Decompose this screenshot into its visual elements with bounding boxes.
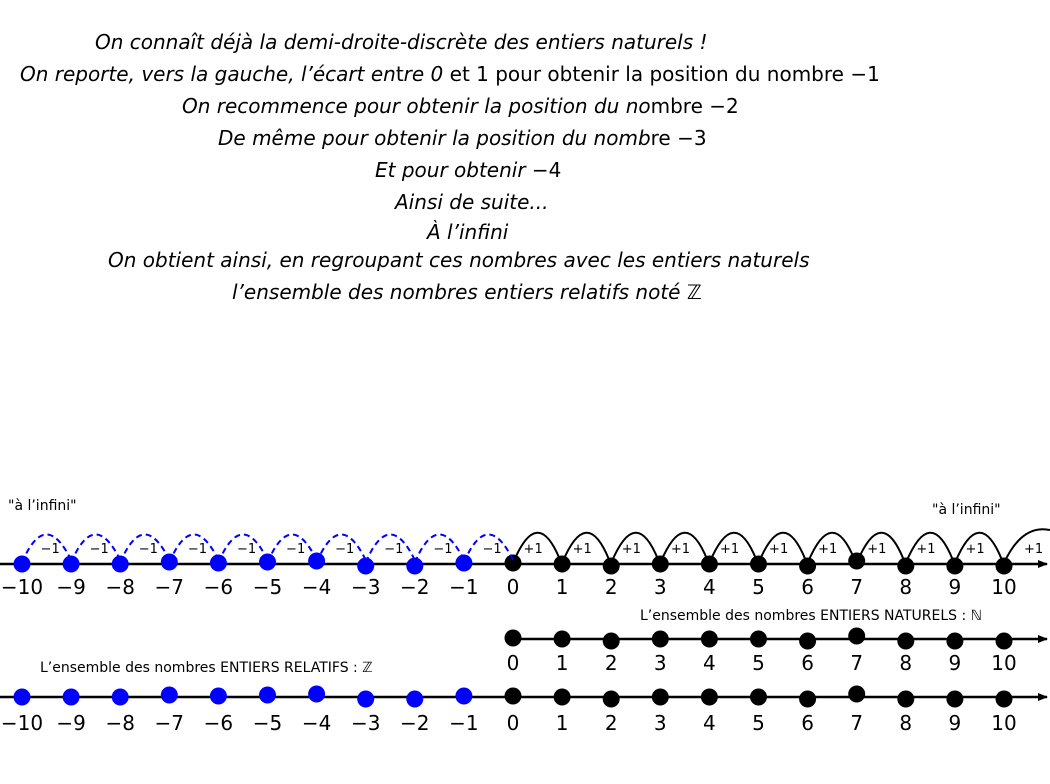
relatives-point bbox=[996, 691, 1013, 708]
relatives-point bbox=[701, 689, 718, 706]
construction-tick-label: 2 bbox=[604, 575, 618, 599]
plus-one-label: +1 bbox=[769, 542, 789, 557]
relatives-number-line bbox=[0, 686, 1047, 736]
construction-tick-label: −1 bbox=[449, 575, 479, 599]
relatives-tick-label: −7 bbox=[154, 711, 185, 735]
plus-one-label: +1 bbox=[867, 542, 887, 557]
naturals-point bbox=[603, 633, 620, 650]
relatives-point bbox=[63, 689, 80, 706]
relatives-point bbox=[455, 688, 472, 705]
construction-tick-label: −3 bbox=[350, 575, 381, 599]
relatives-point bbox=[946, 691, 963, 708]
relatives-point bbox=[406, 691, 423, 708]
plus-one-label: +1 bbox=[818, 542, 838, 557]
construction-tick-label: 10 bbox=[991, 575, 1017, 599]
naturals-title: L’ensemble des nombres ENTIERS NATURELS : ℕ bbox=[640, 608, 982, 624]
construction-tick-label: −4 bbox=[301, 575, 332, 599]
relatives-point bbox=[897, 691, 914, 708]
construction-tick-label: 3 bbox=[653, 575, 667, 599]
relatives-tick-label: 3 bbox=[653, 711, 667, 735]
minus-one-label: −1 bbox=[482, 542, 502, 557]
minus-one-label: −1 bbox=[286, 542, 306, 557]
construction-point bbox=[701, 556, 718, 573]
naturals-tick-label: 10 bbox=[991, 651, 1017, 675]
construction-tick-label: −5 bbox=[252, 575, 283, 599]
construction-point bbox=[652, 556, 669, 573]
naturals-tick-label: 3 bbox=[653, 651, 667, 675]
relatives-tick-label: 9 bbox=[948, 711, 962, 735]
intro-line-9: l’ensemble des nombres entiers relatifs noté ℤ bbox=[232, 280, 702, 304]
intro-line-7: À l’infini bbox=[427, 220, 509, 244]
plus-one-label: +1 bbox=[670, 542, 691, 557]
minus-one-label: −1 bbox=[433, 542, 453, 557]
construction-point bbox=[603, 558, 620, 575]
naturals-tick-label: 6 bbox=[801, 651, 814, 675]
naturals-point bbox=[750, 631, 767, 648]
relatives-title: L’ensemble des nombres ENTIERS RELATIFS : ℤ bbox=[40, 660, 373, 676]
minus-one-label: −1 bbox=[236, 542, 257, 557]
infinity-label-left: "à l’infini" bbox=[8, 498, 77, 514]
relatives-point bbox=[14, 689, 31, 706]
naturals-point bbox=[652, 631, 669, 648]
relatives-point bbox=[308, 686, 325, 703]
plus-one-label: +1 bbox=[621, 542, 641, 557]
relatives-tick-label: 4 bbox=[703, 711, 716, 735]
construction-point bbox=[455, 555, 472, 572]
construction-tick-label: −10 bbox=[0, 575, 44, 599]
plus-one-label: +1 bbox=[572, 542, 592, 557]
construction-point bbox=[357, 558, 374, 575]
minus-one-label: −1 bbox=[384, 542, 404, 557]
relatives-tick-label: −5 bbox=[252, 711, 283, 735]
construction-tick-label: −9 bbox=[56, 575, 86, 599]
relatives-tick-label: 7 bbox=[850, 711, 864, 735]
relatives-point bbox=[799, 691, 816, 708]
construction-tick-label: 9 bbox=[948, 575, 962, 599]
naturals-tick-label: 1 bbox=[555, 651, 569, 675]
relatives-tick-label: 0 bbox=[506, 711, 520, 735]
plus-one-label: +1 bbox=[1024, 542, 1044, 557]
naturals-point bbox=[848, 628, 865, 645]
construction-number-line bbox=[0, 529, 1050, 599]
construction-tick-label: −7 bbox=[154, 575, 185, 599]
construction-tick-label: 7 bbox=[850, 575, 864, 599]
construction-point bbox=[996, 558, 1013, 575]
construction-tick-label: 4 bbox=[703, 575, 716, 599]
relatives-point bbox=[603, 691, 620, 708]
minus-one-label: −1 bbox=[138, 542, 158, 557]
naturals-point bbox=[554, 631, 571, 648]
construction-tick-label: 8 bbox=[899, 575, 913, 599]
naturals-tick-label: 5 bbox=[752, 651, 765, 675]
relatives-tick-label: −8 bbox=[105, 711, 135, 735]
relatives-point bbox=[848, 686, 865, 703]
naturals-point bbox=[701, 631, 718, 648]
naturals-number-line bbox=[505, 628, 1048, 676]
construction-tick-label: 6 bbox=[801, 575, 814, 599]
construction-point bbox=[799, 558, 816, 575]
relatives-tick-label: 2 bbox=[604, 711, 618, 735]
relatives-point bbox=[161, 687, 178, 704]
plus-one-label: +1 bbox=[965, 542, 985, 557]
intro-line-5: Et pour obtenir −4 bbox=[375, 158, 562, 182]
relatives-point bbox=[210, 688, 227, 705]
naturals-tick-label: 7 bbox=[850, 651, 864, 675]
relatives-tick-label: 8 bbox=[899, 711, 913, 735]
construction-tick-label: −6 bbox=[203, 575, 234, 599]
intro-line-1: On connaît déjà la demi-droite-discrète des entiers naturels ! bbox=[95, 30, 708, 54]
relatives-tick-label: 6 bbox=[801, 711, 814, 735]
construction-tick-label: −2 bbox=[400, 575, 430, 599]
construction-point bbox=[259, 554, 276, 571]
relatives-tick-label: −4 bbox=[301, 711, 332, 735]
relatives-tick-label: −1 bbox=[449, 711, 479, 735]
naturals-point bbox=[799, 633, 816, 650]
relatives-tick-label: −10 bbox=[0, 711, 44, 735]
construction-tick-label: 5 bbox=[752, 575, 765, 599]
construction-tick-label: 0 bbox=[506, 575, 520, 599]
construction-point bbox=[750, 556, 767, 573]
intro-line-4: De même pour obtenir la position du nombre −3 bbox=[218, 126, 707, 150]
relatives-point bbox=[112, 689, 129, 706]
relatives-tick-label: −3 bbox=[350, 711, 381, 735]
plus-one-label: +1 bbox=[719, 542, 740, 557]
relatives-point bbox=[554, 689, 571, 706]
construction-point bbox=[554, 556, 571, 573]
construction-tick-label: 1 bbox=[555, 575, 569, 599]
construction-tick-label: −8 bbox=[105, 575, 135, 599]
intro-line-3: On recommence pour obtenir la position du nombre −2 bbox=[182, 94, 739, 118]
minus-one-label: −1 bbox=[187, 542, 208, 557]
naturals-point bbox=[996, 633, 1013, 650]
relatives-point bbox=[750, 689, 767, 706]
relatives-point bbox=[505, 688, 522, 705]
naturals-point bbox=[505, 630, 522, 647]
minus-one-label: −1 bbox=[335, 542, 355, 557]
naturals-point bbox=[897, 633, 914, 650]
naturals-tick-label: 9 bbox=[948, 651, 962, 675]
minus-one-label: −1 bbox=[89, 542, 109, 557]
minus-one-label: −1 bbox=[40, 542, 60, 557]
relatives-tick-label: 5 bbox=[752, 711, 765, 735]
naturals-tick-label: 4 bbox=[703, 651, 716, 675]
construction-point bbox=[210, 555, 227, 572]
construction-point bbox=[308, 553, 325, 570]
relatives-tick-label: 10 bbox=[991, 711, 1017, 735]
relatives-tick-label: −9 bbox=[56, 711, 86, 735]
construction-point bbox=[946, 558, 963, 575]
naturals-tick-label: 2 bbox=[604, 651, 618, 675]
relatives-tick-label: −2 bbox=[400, 711, 430, 735]
relatives-point bbox=[357, 691, 374, 708]
relatives-point bbox=[259, 687, 276, 704]
construction-point bbox=[14, 556, 31, 573]
plus-one-label: +1 bbox=[916, 542, 936, 557]
relatives-tick-label: −6 bbox=[203, 711, 234, 735]
construction-point bbox=[406, 558, 423, 575]
infinity-label-right: "à l’infini" bbox=[932, 502, 1001, 518]
naturals-point bbox=[946, 633, 963, 650]
construction-point bbox=[897, 558, 914, 575]
relatives-point bbox=[652, 689, 669, 706]
naturals-tick-label: 8 bbox=[899, 651, 913, 675]
intro-line-6: Ainsi de suite... bbox=[395, 190, 549, 214]
intro-line-8: On obtient ainsi, en regroupant ces nombres avec les entiers naturels bbox=[108, 248, 810, 272]
intro-line-2: On reporte, vers la gauche, l’écart entre 0 et 1 pour obtenir la position du nombre −1 bbox=[20, 62, 880, 86]
construction-point bbox=[161, 554, 178, 571]
plus-one-label: +1 bbox=[523, 542, 543, 557]
relatives-tick-label: 1 bbox=[555, 711, 569, 735]
naturals-tick-label: 0 bbox=[506, 651, 520, 675]
